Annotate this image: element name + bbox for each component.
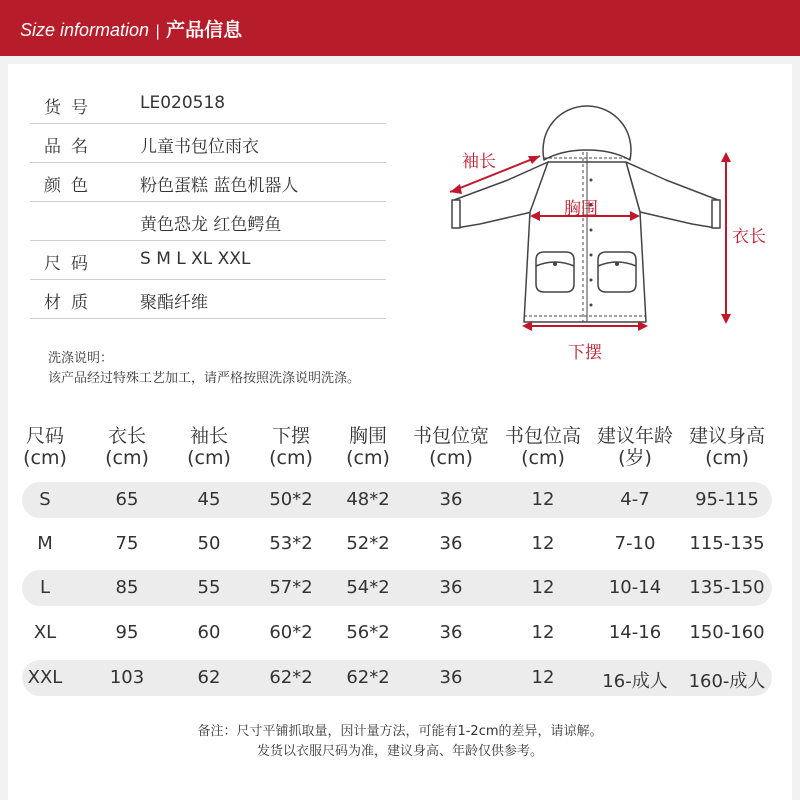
- header-text: 袖长: [189, 425, 228, 447]
- table-cell: L: [39, 577, 51, 598]
- footnote-shipping: 发货以衣服尺码为准，建议身高、年龄仅供参考。: [256, 744, 543, 759]
- info-row-name: [30, 124, 386, 163]
- footnote-measure: 备注：尺寸平铺抓取量，因计量方法，可能有1-2cm的差异，请谅解。: [197, 724, 603, 739]
- header-text: 建议身高: [688, 425, 765, 447]
- header-unit: (cm): [521, 447, 565, 469]
- info-label: 颜色: [44, 176, 98, 196]
- table-cell: 135-150: [689, 577, 765, 598]
- table-cell: 62*2: [346, 667, 390, 688]
- info-value: LE020518: [140, 93, 226, 113]
- table-cell: 36: [439, 622, 463, 643]
- table-cell: M: [37, 533, 53, 554]
- hem-label: 下摆: [568, 343, 602, 363]
- table-row: [0, 526, 800, 562]
- table-cell: 14-16: [608, 622, 662, 643]
- table-cell: 60*2: [269, 622, 313, 643]
- washing-title: 洗涤说明：: [48, 351, 114, 366]
- washing-text: 该产品经过特殊工艺加工，请严格按照洗涤说明洗涤。: [48, 371, 361, 386]
- col-header-bag-width: [408, 425, 494, 469]
- info-row-size: [30, 241, 386, 280]
- table-cell: 48*2: [346, 489, 390, 510]
- info-value: S M L XL XXL: [140, 249, 251, 269]
- table-cell: 53*2: [269, 533, 313, 554]
- table-cell: 12: [531, 577, 555, 598]
- info-row-material: [30, 280, 386, 319]
- header-unit: (cm): [187, 447, 231, 469]
- table-cell: 36: [439, 489, 463, 510]
- table-cell: 7-10: [614, 533, 656, 554]
- sleeve-label: 袖长: [462, 152, 496, 172]
- table-cell: 36: [439, 533, 463, 554]
- header-banner: [0, 0, 800, 56]
- header-unit: (岁): [618, 447, 652, 469]
- table-cell: 12: [531, 667, 555, 688]
- table-cell: 95-115: [695, 489, 759, 510]
- info-label: 材质: [44, 293, 98, 313]
- info-value: 黄色恐龙 红色鳄鱼: [140, 215, 282, 235]
- table-cell: 160-成人: [688, 671, 766, 692]
- table-cell: 95: [115, 622, 139, 643]
- table-cell: 62: [197, 667, 221, 688]
- table-cell: 50*2: [269, 489, 313, 510]
- info-row-item-no: [30, 85, 386, 124]
- title-chinese: 产品信息: [166, 19, 243, 41]
- header-text: 衣长: [107, 425, 146, 447]
- table-cell: 56*2: [346, 622, 390, 643]
- size-table-header: [0, 425, 800, 473]
- table-cell: 60: [197, 622, 221, 643]
- chest-label: 胸围: [564, 199, 598, 219]
- table-cell: S: [39, 489, 51, 510]
- table-row: [0, 482, 800, 518]
- info-label: 尺码: [44, 254, 98, 274]
- table-row: [0, 660, 800, 696]
- header-unit: (cm): [429, 447, 473, 469]
- col-header-chest: [338, 425, 398, 469]
- col-header-bag-height: [500, 425, 586, 469]
- info-row-color: [30, 163, 386, 202]
- header-text: 下摆: [271, 425, 310, 447]
- table-cell: 12: [531, 533, 555, 554]
- table-cell: 150-160: [689, 622, 765, 643]
- header-text: 胸围: [348, 425, 387, 447]
- table-row: [0, 570, 800, 606]
- table-cell: XL: [33, 622, 57, 643]
- title-english: Size information: [20, 20, 150, 40]
- table-cell: 57*2: [269, 577, 313, 598]
- info-row-color-cont: [30, 202, 386, 241]
- info-value: 聚酯纤维: [140, 293, 208, 313]
- header-text: 书包位宽: [412, 425, 489, 447]
- header-unit: (cm): [105, 447, 149, 469]
- table-row: [0, 615, 800, 651]
- table-cell: 62*2: [269, 667, 313, 688]
- table-cell: 12: [531, 489, 555, 510]
- table-cell: 50: [197, 533, 221, 554]
- info-value: 儿童书包位雨衣: [140, 137, 259, 157]
- table-cell: 45: [197, 489, 221, 510]
- table-cell: 115-135: [689, 533, 765, 554]
- col-header-height: [684, 425, 770, 469]
- col-header-length: [97, 425, 157, 469]
- table-cell: 103: [109, 667, 145, 688]
- length-label: 衣长: [732, 227, 766, 247]
- raincoat-illustration: [440, 100, 780, 370]
- col-header-sleeve: [179, 425, 239, 469]
- table-cell: 12: [531, 622, 555, 643]
- table-cell: XXL: [27, 667, 63, 688]
- info-label: 品名: [44, 137, 98, 157]
- title-separator: |: [155, 22, 161, 40]
- table-cell: 10-14: [608, 577, 662, 598]
- header-unit: (cm): [23, 447, 67, 469]
- col-header-size: [15, 425, 75, 469]
- raincoat-diagram: [440, 100, 780, 370]
- col-header-hem: [261, 425, 321, 469]
- page-title: [20, 15, 242, 42]
- table-cell: 52*2: [346, 533, 390, 554]
- table-cell: 54*2: [346, 577, 390, 598]
- table-cell: 55: [197, 577, 221, 598]
- table-cell: 36: [439, 577, 463, 598]
- info-value: 粉色蛋糕 蓝色机器人: [140, 176, 299, 196]
- table-cell: 16-成人: [602, 671, 668, 692]
- header-text: 建议年龄: [596, 425, 673, 447]
- table-cell: 85: [115, 577, 139, 598]
- table-cell: 65: [115, 489, 139, 510]
- info-label: 货号: [44, 98, 98, 118]
- header-text: 尺码: [25, 425, 64, 447]
- table-cell: 4-7: [620, 489, 650, 510]
- table-cell: 75: [115, 533, 139, 554]
- header-text: 书包位高: [504, 425, 581, 447]
- col-header-age: [592, 425, 678, 469]
- header-unit: (cm): [269, 447, 313, 469]
- header-unit: (cm): [705, 447, 749, 469]
- header-unit: (cm): [346, 447, 390, 469]
- table-cell: 36: [439, 667, 463, 688]
